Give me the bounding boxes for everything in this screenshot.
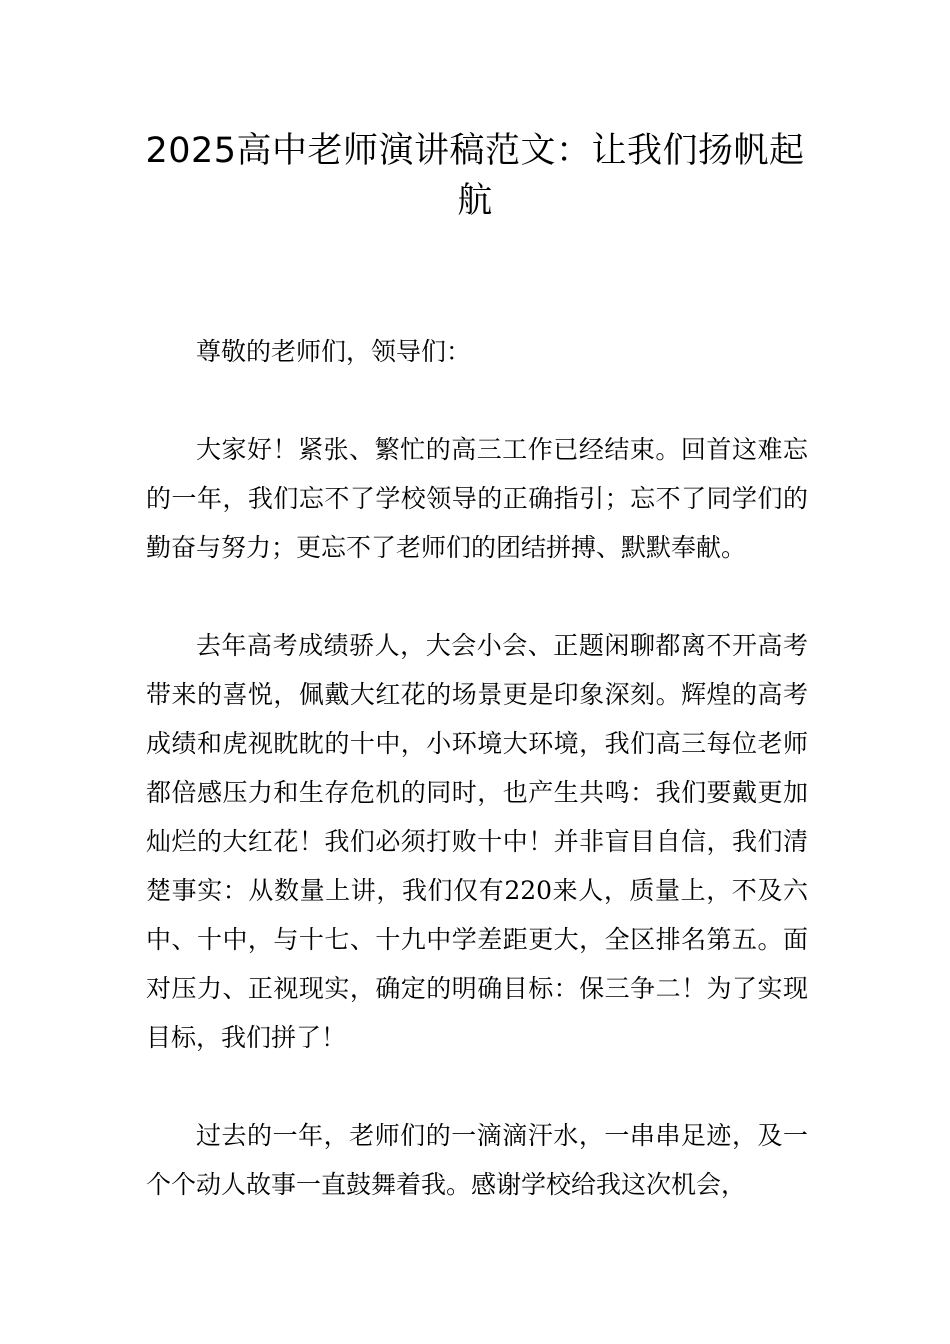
paragraph-past-year: 过去的一年，老师们的一滴滴汗水，一串串足迹，及一个个动人故事一直鼓舞着我。感谢学校给我这次机会， — [146, 1121, 808, 1199]
paragraph-greeting: 大家好！紧张、繁忙的高三工作已经结束。回首这难忘的一年，我们忘不了学校领导的正确指引；忘不了同学们的勤奋与努力；更忘不了老师们的团结拼搏、默默奉献。 — [146, 435, 808, 562]
document-title: 2025高中老师演讲稿范文：让我们扬帆起航 — [145, 131, 805, 221]
paragraph-last-year: 去年高考成绩骄人，大会小会、正题闲聊都离不开高考带来的喜悦，佩戴大红花的场景更是印象深刻。辉煌的高考成绩和虎视眈眈的十中，小环境大环境，我们高三每位老师都倍感压力和生存危机的同时，也产生共鸣：我们要戴更加灿烂的大红花！我们必须打败十中！并非盲目自信，我们清楚事实：从数量上讲，我们仅有220来人，质量上，不及六中、十中，与十七、十九中学差距更大，全区排名第五。面对压力、正视现实，确定的明确目标：保三争二！为了实现目标，我们拼了！ — [146, 631, 808, 1052]
paragraph-salutation: 尊敬的老师们，领导们： — [196, 337, 472, 366]
document-body — [146, 327, 808, 1258]
